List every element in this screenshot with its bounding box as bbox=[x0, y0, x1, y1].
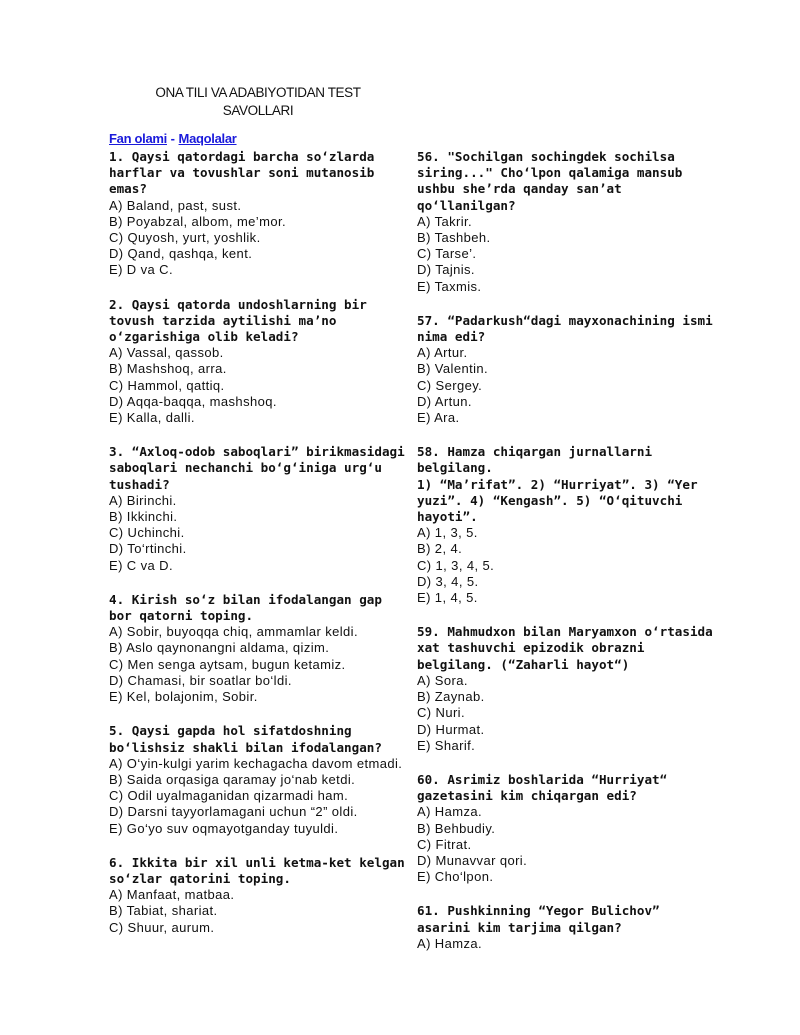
answer-option: C) Nuri. bbox=[417, 705, 465, 721]
question-block bbox=[417, 772, 717, 885]
question-block bbox=[109, 592, 409, 705]
question-text: 57. “Padarkush“dagi mayxonachining ismi nima edi? bbox=[417, 312, 721, 345]
answer-option: D) Qand, qashqa, kent. bbox=[109, 246, 253, 262]
answer-option: E) Ara. bbox=[417, 410, 460, 426]
answer-option: A) Hamza. bbox=[417, 935, 483, 951]
answer-option: C) Hammol, qattiq. bbox=[109, 377, 225, 393]
answer-option: C) Fitrat. bbox=[417, 836, 472, 852]
answer-option: E) Taxmis. bbox=[417, 278, 482, 294]
answer-option: C) 1, 3, 4, 5. bbox=[417, 557, 495, 573]
answer-option: C) Uchinchi. bbox=[109, 525, 185, 541]
answer-option: B) Ikkinchi. bbox=[109, 509, 178, 525]
answer-option: D) 3, 4, 5. bbox=[417, 573, 479, 589]
answer-option: A) Sora. bbox=[417, 672, 468, 688]
answer-option: A) Artur. bbox=[417, 345, 468, 361]
answer-option: D) Munavvar qori. bbox=[417, 852, 528, 868]
document-title bbox=[108, 84, 408, 120]
answer-option: E) Go‘yo suv oqmayotganday tuyuldi. bbox=[109, 820, 339, 836]
answer-option: D) Tajnis. bbox=[417, 262, 475, 278]
answer-option: E) Sharif. bbox=[417, 737, 476, 753]
answer-option: C) Sergey. bbox=[417, 377, 483, 393]
question-block bbox=[417, 312, 721, 426]
answer-option: D) Chamasi, bir soatlar bo‘ldi. bbox=[109, 672, 292, 688]
answer-option: E) C va D. bbox=[109, 557, 173, 573]
answer-option: C) Odil uyalmaganidan qizarmadi ham. bbox=[109, 788, 349, 804]
right-question-column bbox=[417, 149, 721, 970]
answer-option: B) Behbudiy. bbox=[417, 820, 496, 836]
question-text: 2. Qaysi qatorda undoshlarning bir tovush tarzida aytilishi ma’no o‘zgarishiga olib keladi? bbox=[109, 296, 375, 345]
answer-option: E) Cho‘lpon. bbox=[417, 869, 494, 885]
answer-option: B) 2, 4. bbox=[417, 541, 463, 557]
question-text: 6. Ikkita bir xil unli ketma-ket kelgan so‘zlar qatorini toping. bbox=[109, 854, 413, 886]
question-text: 4. Kirish so‘z bilan ifodalangan gap bor qatorni toping. bbox=[109, 591, 390, 624]
question-text: 58. Hamza chiqargan jurnallarni belgilang. 1) “Ma’rifat”. 2) “Hurriyat”. 3) “Yer yuzi”. 4) “Kengash”. 5) “O‘qituvchi hayoti”. bbox=[417, 444, 698, 525]
question-block bbox=[109, 854, 413, 936]
title-line-2: SAVOLLARI bbox=[222, 103, 294, 118]
question-block bbox=[417, 149, 717, 295]
question-block bbox=[109, 297, 409, 427]
answer-option: B) Saida orqasiga qaramay jo‘nab ketdi. bbox=[109, 771, 356, 787]
question-block bbox=[109, 444, 413, 574]
question-text: 59. Mahmudxon bilan Maryamxon o‘rtasida xat tashuvchi epizodik obrazni belgilang. (“Zaharli hayot“) bbox=[417, 624, 721, 672]
answer-option: E) Kalla, dalli. bbox=[109, 410, 195, 426]
answer-option: B) Tashbeh. bbox=[417, 230, 491, 246]
breadcrumb bbox=[109, 131, 237, 146]
answer-option: E) D va C. bbox=[109, 262, 173, 278]
question-text: 1. Qaysi qatordagi barcha so‘zlarda harflar va tovushlar soni mutanosib emas? bbox=[109, 149, 382, 197]
answer-option: D) Hurmat. bbox=[417, 721, 485, 737]
link-maqolalar[interactable]: Maqolalar bbox=[178, 131, 237, 146]
question-text: 60. Asrimiz boshlarida “Hurriyat“ gazetasini kim chiqargan edi? bbox=[417, 771, 675, 804]
answer-option: A) Hamza. bbox=[417, 804, 483, 820]
answer-option: B) Zaynab. bbox=[417, 689, 485, 705]
answer-option: E) Kel, bolajonim, Sobir. bbox=[109, 689, 258, 705]
title-line-1: ONA TILI VA ADABIYOTIDAN TEST bbox=[155, 85, 361, 100]
answer-option: B) Aslo qaynonangni aldama, qizim. bbox=[109, 640, 330, 656]
answer-option: B) Tabiat, shariat. bbox=[109, 903, 218, 919]
question-text: 61. Pushkinning “Yegor Bulichov” asarini kim tarjima qilgan? bbox=[417, 903, 668, 935]
question-text: 56. "Sochilgan sochingdek sochilsa siring..." Cho‘lpon qalamiga mansub ushbu she’rda qanday san’at qo‘llanilgan? bbox=[417, 149, 690, 213]
answer-option: A) Birinchi. bbox=[109, 492, 177, 508]
breadcrumb-separator: - bbox=[166, 131, 179, 146]
question-text: 3. “Axloq-odob saboqlari” birikmasidagi saboqlari nechanchi bo‘g‘iniga urg‘u tushadi? bbox=[109, 444, 413, 492]
answer-option: A) Takrir. bbox=[417, 213, 473, 229]
answer-option: C) Quyosh, yurt, yoshlik. bbox=[109, 230, 261, 246]
answer-option: B) Poyabzal, albom, me’mor. bbox=[109, 213, 286, 229]
answer-option: A) 1, 3, 5. bbox=[417, 525, 478, 541]
question-block bbox=[417, 903, 717, 952]
answer-option: C) Shuur, aurum. bbox=[109, 919, 215, 935]
question-block bbox=[417, 624, 721, 754]
answer-option: C) Men senga aytsam, bugun ketamiz. bbox=[109, 656, 346, 672]
answer-option: D) To‘rtinchi. bbox=[109, 541, 187, 557]
answer-option: A) Manfaat, matbaa. bbox=[109, 887, 235, 903]
answer-option: A) Sobir, buyoqqa chiq, ammamlar keldi. bbox=[109, 624, 358, 640]
question-text: 5. Qaysi gapda hol sifatdoshning bo‘lishsiz shakli bilan ifodalangan? bbox=[109, 723, 382, 755]
answer-option: B) Valentin. bbox=[417, 361, 489, 377]
link-fan-olami[interactable]: Fan olami bbox=[109, 131, 167, 146]
answer-option: C) Tarse’. bbox=[417, 246, 477, 262]
answer-option: B) Mashshoq, arra. bbox=[109, 361, 227, 377]
answer-option: E) 1, 4, 5. bbox=[417, 590, 478, 606]
question-block bbox=[109, 723, 409, 836]
answer-option: D) Artun. bbox=[417, 393, 472, 409]
answer-option: A) Baland, past, sust. bbox=[109, 197, 242, 213]
left-question-column bbox=[109, 149, 413, 954]
answer-option: A) O‘yin-kulgi yarim kechagacha davom etmadi. bbox=[109, 755, 403, 771]
answer-option: A) Vassal, qassob. bbox=[109, 345, 224, 361]
answer-option: D) Aqqa-baqqa, mashshoq. bbox=[109, 393, 277, 409]
question-block bbox=[109, 149, 409, 279]
answer-option: D) Darsni tayyorlamagani uchun “2” oldi. bbox=[109, 804, 358, 820]
question-block bbox=[417, 444, 717, 606]
